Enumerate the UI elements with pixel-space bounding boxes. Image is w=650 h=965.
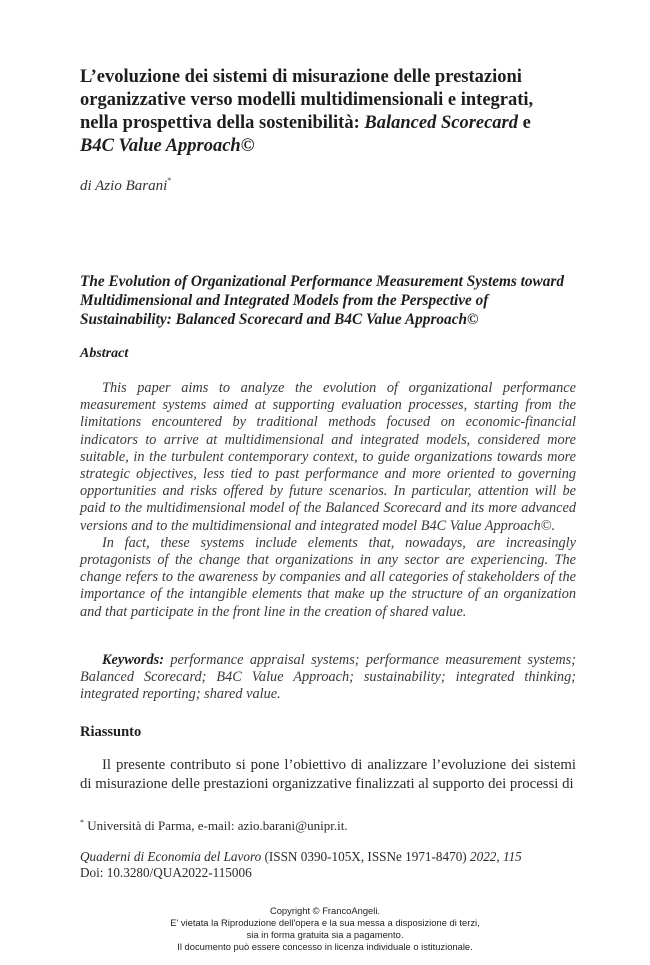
- journal-info: [80, 849, 580, 881]
- title-line-3-italic: Balanced Scorecard: [364, 113, 519, 133]
- journal-year-issue: 2022, 115: [470, 849, 522, 864]
- title-line-1: L’evoluzione dei sistemi di misurazione delle prestazioni: [80, 67, 522, 87]
- journal-name: Quaderni di Economia del Lavoro: [80, 849, 262, 864]
- title-line-3: [80, 112, 580, 135]
- abstract-paragraph-2: In fact, these systems include elements that, nowadays, are increasingly protagonists of the change that organizations in any sector are experiencing. The change refers to the awareness by companies and all categories of stakeholders of the importance of the intangible elements that make up the structure of an organization and that participate in the front line in the creation of shared value.: [80, 534, 576, 620]
- keywords-paragraph: [80, 652, 576, 704]
- keywords-label: Keywords:: [102, 652, 164, 668]
- copyright-notice: [0, 905, 650, 953]
- footnote-text: Università di Parma, e-mail: azio.barani@unipr.it.: [84, 818, 348, 833]
- title-line-2: organizzative verso modelli multidimensionali e integrati,: [80, 90, 534, 110]
- journal-doi: Doi: 10.3280/QUA2022-115006: [80, 865, 252, 880]
- title-line-3-end: e: [518, 113, 531, 133]
- paper-title: [80, 66, 580, 158]
- author-name: di Azio Barani: [80, 178, 168, 194]
- footnote-marker: *: [80, 818, 84, 827]
- author-footnote-marker: *: [167, 176, 172, 185]
- title-line-4: B4C Value Approach©: [80, 136, 255, 156]
- footnote: [80, 818, 348, 834]
- author-line: [80, 178, 171, 195]
- abstract-heading: Abstract: [80, 346, 129, 361]
- keywords-text: performance appraisal systems; performance measurement systems; Balanced Scorecard; B4C Value Approach; sustainability; integrated thinking; integrated reporting; shared value.: [80, 652, 576, 703]
- title-line-3-start: nella prospettiva della sostenibilità:: [80, 113, 365, 133]
- copyright-line-1: Copyright © FrancoAngeli.: [269, 905, 381, 916]
- journal-citation: [80, 849, 580, 865]
- abstract-body: [80, 380, 576, 621]
- copyright-line-4: Il documento può essere concesso in licenza individuale o istituzionale.: [177, 941, 473, 952]
- journal-issn: (ISSN 0390-105X, ISSNe 1971-8470): [261, 849, 470, 864]
- copyright-line-2: E' vietata la Riproduzione dell'opera e la sua messa a disposizione di terzi,: [170, 917, 480, 928]
- riassunto-text: Il presente contributo si pone l’obiettivo di analizzare l’evoluzione dei sistemi di misurazione delle prestazioni organizzative finalizzati al supporto dei processi di: [80, 757, 576, 792]
- english-title: The Evolution of Organizational Performance Measurement Systems toward Multidimensional and Integrated Models from the Perspective of Sustainability: Balanced Scorecard and B4C Value Approach©: [80, 273, 565, 328]
- riassunto-heading: Riassunto: [80, 724, 142, 740]
- copyright-line-3: sia in forma gratuita sia a pagamento.: [246, 929, 404, 940]
- abstract-paragraph-1: This paper aims to analyze the evolution of organizational performance measurement systems aimed at supporting evaluation processes, starting from the limitations encountered by traditional methods focused on economic-financial indicators to arrive at multidimensional and integrated models, considered more suitable, in the turbulent contemporary context, to guide organizations towards more strategic objectives, less tied to past performance and more oriented to governing opportunities and risks offered by future scenarios. In particular, attention will be paid to the multidimensional model of the Balanced Scorecard and its more advanced versions and to the multidimensional and integrated model B4C Value Approach©.: [80, 380, 576, 534]
